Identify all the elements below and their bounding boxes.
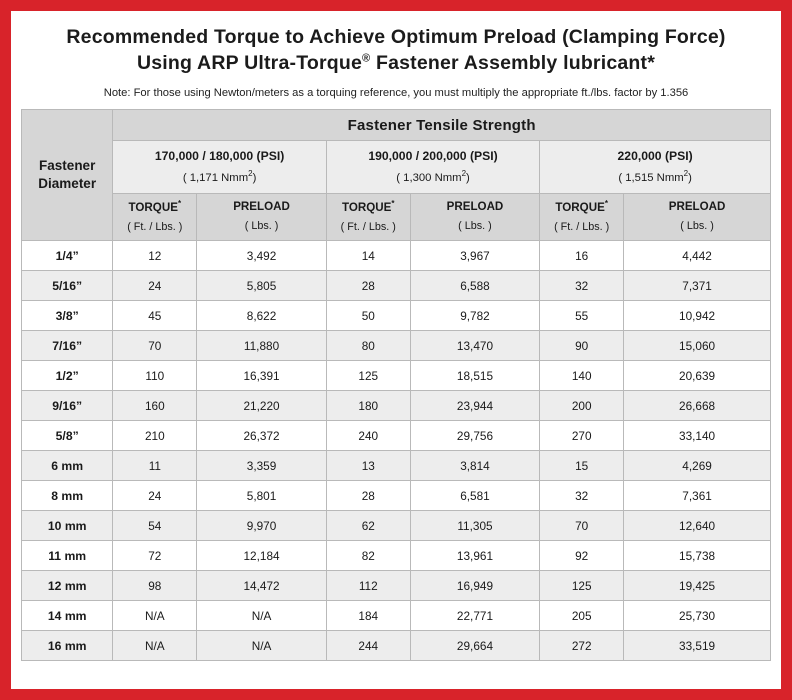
group-1-preload-header <box>197 194 327 241</box>
group-2-torque-units: ( Ft. / Lbs. ) <box>340 221 396 234</box>
table-row <box>22 511 771 541</box>
row-diameter: 6 mm <box>22 451 113 481</box>
group-1-preload-label: PRELOAD <box>233 200 290 214</box>
table-row <box>22 331 771 361</box>
cell-g1-preload: 12,184 <box>197 541 327 571</box>
cell-g1-torque: 72 <box>113 541 197 571</box>
strength-group-2-nmm-end: ) <box>466 172 470 185</box>
cell-g3-torque: 32 <box>540 481 624 511</box>
group-3-torque-header <box>540 194 624 241</box>
cell-g1-torque: 24 <box>113 271 197 301</box>
group-1-torque-units: ( Ft. / Lbs. ) <box>127 221 183 234</box>
cell-g1-preload: N/A <box>197 601 327 631</box>
cell-g3-preload: 25,730 <box>624 601 771 631</box>
strength-group-2-psi: 190,000 / 200,000 (PSI) <box>368 148 498 163</box>
table-row <box>22 361 771 391</box>
cell-g1-torque: 160 <box>113 391 197 421</box>
table-row <box>22 301 771 331</box>
table-row <box>22 241 771 271</box>
group-1-preload-units: ( Lbs. ) <box>244 220 279 233</box>
group-3-preload-header <box>624 194 771 241</box>
strength-group-3-nmm-value: ( 1,515 Nmm <box>618 172 684 185</box>
group-3-torque-units: ( Ft. / Lbs. ) <box>554 221 610 234</box>
cell-g1-preload: 5,801 <box>197 481 327 511</box>
cell-g3-preload: 26,668 <box>624 391 771 421</box>
cell-g3-torque: 92 <box>540 541 624 571</box>
table-row <box>22 541 771 571</box>
table-row <box>22 631 771 661</box>
strength-group-1-nmm <box>113 168 325 186</box>
cell-g1-preload: 26,372 <box>197 421 327 451</box>
cell-g1-preload: 5,805 <box>197 271 327 301</box>
group-3-torque-asterisk: * <box>604 199 608 209</box>
cell-g3-torque: 125 <box>540 571 624 601</box>
row-diameter: 1/2” <box>22 361 113 391</box>
cell-g1-preload: 3,492 <box>197 241 327 271</box>
cell-g2-preload: 13,961 <box>410 541 540 571</box>
cell-g3-torque: 90 <box>540 331 624 361</box>
fastener-diameter-header-line2: Diameter <box>38 176 97 192</box>
fastener-tensile-strength-header: Fastener Tensile Strength <box>113 110 771 141</box>
cell-g1-preload: N/A <box>197 631 327 661</box>
conversion-note: Note: For those using Newton/meters as a torquing reference, you must multiply the appropriate ft./lbs. factor by 1.356 <box>103 87 689 100</box>
row-diameter: 8 mm <box>22 481 113 511</box>
cell-g1-preload: 3,359 <box>197 451 327 481</box>
group-3-preload-units: ( Lbs. ) <box>680 220 714 233</box>
cell-g3-preload: 33,519 <box>624 631 771 661</box>
cell-g3-torque: 32 <box>540 271 624 301</box>
group-2-preload-label: PRELOAD <box>446 200 504 214</box>
cell-g2-torque: 184 <box>326 601 410 631</box>
cell-g3-preload: 15,060 <box>624 331 771 361</box>
cell-g2-torque: 82 <box>326 541 410 571</box>
cell-g1-preload: 8,622 <box>197 301 327 331</box>
group-2-torque-header <box>326 194 410 241</box>
cell-g2-torque: 28 <box>326 271 410 301</box>
cell-g1-torque: 210 <box>113 421 197 451</box>
cell-g1-torque: 70 <box>113 331 197 361</box>
cell-g1-torque: 24 <box>113 481 197 511</box>
group-1-torque-header <box>113 194 197 241</box>
group-2-preload-units: ( Lbs. ) <box>458 220 492 233</box>
row-diameter: 14 mm <box>22 601 113 631</box>
cell-g2-preload: 6,581 <box>410 481 540 511</box>
cell-g1-torque: 45 <box>113 301 197 331</box>
cell-g2-preload: 9,782 <box>410 301 540 331</box>
row-diameter: 5/8” <box>22 421 113 451</box>
header-row-strength <box>22 110 771 141</box>
document-header <box>21 11 771 109</box>
cell-g3-preload: 19,425 <box>624 571 771 601</box>
cell-g1-preload: 16,391 <box>197 361 327 391</box>
cell-g1-preload: 14,472 <box>197 571 327 601</box>
row-diameter: 1/4” <box>22 241 113 271</box>
table-body <box>22 241 771 661</box>
table-header <box>22 110 771 241</box>
cell-g2-preload: 29,756 <box>410 421 540 451</box>
page-title-line-2 <box>27 51 765 77</box>
strength-group-1-header <box>113 141 326 194</box>
cell-g1-torque: 54 <box>113 511 197 541</box>
strength-group-1-psi: 170,000 / 180,000 (PSI) <box>154 148 285 163</box>
page-title-line-1: Recommended Torque to Achieve Optimum Preload (Clamping Force) <box>66 26 726 48</box>
cell-g3-preload: 12,640 <box>624 511 771 541</box>
header-row-psi <box>22 141 771 194</box>
cell-g3-preload: 20,639 <box>624 361 771 391</box>
cell-g3-preload: 33,140 <box>624 421 771 451</box>
cell-g2-torque: 244 <box>326 631 410 661</box>
cell-g3-preload: 4,442 <box>624 241 771 271</box>
table-row <box>22 271 771 301</box>
cell-g2-torque: 14 <box>326 241 410 271</box>
cell-g2-torque: 125 <box>326 361 410 391</box>
table-row <box>22 571 771 601</box>
strength-group-1-nmm-end: ) <box>252 172 257 185</box>
group-2-torque-asterisk: * <box>391 199 395 209</box>
strength-group-2-nmm-value: ( 1,300 Nmm <box>396 172 462 185</box>
cell-g2-preload: 6,588 <box>410 271 540 301</box>
group-2-preload-header <box>410 194 540 241</box>
cell-g3-torque: 16 <box>540 241 624 271</box>
strength-group-2-nmm <box>327 168 539 186</box>
cell-g3-torque: 55 <box>540 301 624 331</box>
cell-g2-torque: 13 <box>326 451 410 481</box>
torque-table <box>21 109 771 661</box>
row-diameter: 16 mm <box>22 631 113 661</box>
cell-g3-preload: 7,361 <box>624 481 771 511</box>
strength-group-3-psi: 220,000 (PSI) <box>617 148 693 163</box>
strength-group-3-nmm-end: ) <box>688 172 692 185</box>
cell-g1-torque: N/A <box>113 601 197 631</box>
cell-g2-preload: 13,470 <box>410 331 540 361</box>
document-body <box>11 11 781 689</box>
cell-g3-preload: 7,371 <box>624 271 771 301</box>
cell-g3-torque: 70 <box>540 511 624 541</box>
table-row <box>22 451 771 481</box>
cell-g3-torque: 140 <box>540 361 624 391</box>
header-row-subcolumns <box>22 194 771 241</box>
fastener-diameter-header <box>22 110 113 241</box>
cell-g2-preload: 3,814 <box>410 451 540 481</box>
group-2-torque-label: TORQUE <box>341 201 392 215</box>
cell-g2-preload: 3,967 <box>410 241 540 271</box>
cell-g2-torque: 28 <box>326 481 410 511</box>
row-diameter: 7/16” <box>22 331 113 361</box>
cell-g1-preload: 9,970 <box>197 511 327 541</box>
cell-g2-preload: 16,949 <box>410 571 540 601</box>
row-diameter: 10 mm <box>22 511 113 541</box>
strength-group-3-nmm <box>540 168 770 186</box>
cell-g2-torque: 50 <box>326 301 410 331</box>
cell-g3-torque: 270 <box>540 421 624 451</box>
strength-group-1-nmm-value: ( 1,171 Nmm <box>182 172 249 185</box>
cell-g3-torque: 200 <box>540 391 624 421</box>
cell-g2-preload: 29,664 <box>410 631 540 661</box>
strength-group-2-nmm-exp: 2 <box>461 169 467 179</box>
cell-g1-preload: 11,880 <box>197 331 327 361</box>
cell-g2-preload: 11,305 <box>410 511 540 541</box>
cell-g3-preload: 10,942 <box>624 301 771 331</box>
row-diameter: 5/16” <box>22 271 113 301</box>
cell-g1-preload: 21,220 <box>197 391 327 421</box>
table-row <box>22 391 771 421</box>
cell-g3-torque: 272 <box>540 631 624 661</box>
cell-g3-preload: 4,269 <box>624 451 771 481</box>
cell-g2-preload: 22,771 <box>410 601 540 631</box>
cell-g1-torque: 110 <box>113 361 197 391</box>
group-1-torque-label: TORQUE <box>128 201 178 215</box>
table-row <box>22 421 771 451</box>
cell-g3-torque: 15 <box>540 451 624 481</box>
group-1-torque-asterisk: * <box>177 199 182 209</box>
cell-g2-torque: 62 <box>326 511 410 541</box>
cell-g1-torque: 98 <box>113 571 197 601</box>
cell-g2-torque: 112 <box>326 571 410 601</box>
cell-g1-torque: N/A <box>113 631 197 661</box>
cell-g3-torque: 205 <box>540 601 624 631</box>
strength-group-2-header <box>326 141 539 194</box>
row-diameter: 9/16” <box>22 391 113 421</box>
cell-g1-torque: 11 <box>113 451 197 481</box>
group-3-preload-label: PRELOAD <box>668 200 726 214</box>
strength-group-3-nmm-exp: 2 <box>683 169 689 179</box>
fastener-diameter-header-line1: Fastener <box>39 157 96 173</box>
cell-g2-preload: 23,944 <box>410 391 540 421</box>
cell-g2-torque: 240 <box>326 421 410 451</box>
row-diameter: 3/8” <box>22 301 113 331</box>
strength-group-1-nmm-exp: 2 <box>248 169 253 179</box>
page-title-line-2-a: Using ARP Ultra-Torque <box>136 51 363 74</box>
cell-g2-torque: 180 <box>326 391 410 421</box>
cell-g2-torque: 80 <box>326 331 410 361</box>
page-title-line-2-b: Fastener Assembly lubricant* <box>370 51 656 74</box>
group-3-torque-label: TORQUE <box>555 201 605 215</box>
cell-g3-preload: 15,738 <box>624 541 771 571</box>
row-diameter: 12 mm <box>22 571 113 601</box>
cell-g1-torque: 12 <box>113 241 197 271</box>
cell-g2-preload: 18,515 <box>410 361 540 391</box>
table-row <box>22 481 771 511</box>
strength-group-3-header <box>540 141 771 194</box>
table-row <box>22 601 771 631</box>
registered-trademark-symbol: ® <box>362 52 371 65</box>
row-diameter: 11 mm <box>22 541 113 571</box>
